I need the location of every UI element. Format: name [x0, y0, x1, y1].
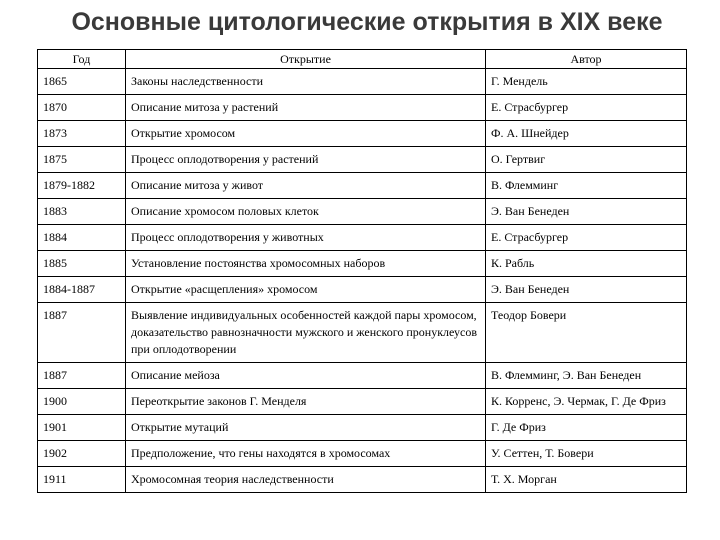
cell-year: 1883 — [38, 199, 126, 225]
cell-discovery: Описание митоза у живот — [126, 173, 486, 199]
table-row — [38, 415, 687, 441]
cell-author: В. Флемминг, Э. Ван Бенеден — [486, 363, 687, 389]
cell-discovery: Хромосомная теория наследственности — [126, 467, 486, 493]
header-author: Автор — [486, 50, 687, 69]
cell-year: 1887 — [38, 303, 126, 363]
cell-author: В. Флемминг — [486, 173, 687, 199]
cell-author: У. Сеттен, Т. Бовери — [486, 441, 687, 467]
table-row — [38, 147, 687, 173]
cell-discovery: Переоткрытие законов Г. Менделя — [126, 389, 486, 415]
cell-author: К. Рабль — [486, 251, 687, 277]
cell-discovery: Описание митоза у растений — [126, 95, 486, 121]
page-title: Основные цитологические открытия в XIX веке — [71, 8, 663, 36]
cell-author: Ф. А. Шнейдер — [486, 121, 687, 147]
cell-discovery: Открытие хромосом — [126, 121, 486, 147]
table-row — [38, 467, 687, 493]
cell-year: 1911 — [38, 467, 126, 493]
cell-year: 1865 — [38, 69, 126, 95]
table-row — [38, 121, 687, 147]
table-row — [38, 95, 687, 121]
cell-discovery: Описание хромосом половых клеток — [126, 199, 486, 225]
cell-discovery: Открытие мутаций — [126, 415, 486, 441]
cell-author: Г. Мендель — [486, 69, 687, 95]
cell-discovery: Описание мейоза — [126, 363, 486, 389]
cell-discovery: Установление постоянства хромосомных наборов — [126, 251, 486, 277]
cell-year: 1879-1882 — [38, 173, 126, 199]
cell-year: 1884-1887 — [38, 277, 126, 303]
cell-discovery: Предположение, что гены находятся в хромосомах — [126, 441, 486, 467]
table-row — [38, 389, 687, 415]
table-row — [38, 277, 687, 303]
cell-discovery: Процесс оплодотворения у растений — [126, 147, 486, 173]
table-row — [38, 363, 687, 389]
table-header-row — [38, 50, 687, 69]
cell-author: Г. Де Фриз — [486, 415, 687, 441]
cell-discovery: Выявление индивидуальных особенностей каждой пары хромосом, доказательство равнозначности мужского и женского пронуклеусов при оплодотворении — [126, 303, 486, 363]
header-year: Год — [38, 50, 126, 69]
table-row — [38, 441, 687, 467]
cell-author: К. Корренс, Э. Чермак, Г. Де Фриз — [486, 389, 687, 415]
cell-author: Э. Ван Бенеден — [486, 199, 687, 225]
discoveries-table — [37, 49, 687, 493]
cell-discovery: Открытие «расщепления» хромосом — [126, 277, 486, 303]
cell-year: 1875 — [38, 147, 126, 173]
table-row — [38, 173, 687, 199]
cell-year: 1885 — [38, 251, 126, 277]
cell-author: Э. Ван Бенеден — [486, 277, 687, 303]
table-row — [38, 199, 687, 225]
table-row — [38, 303, 687, 363]
cell-author: О. Гертвиг — [486, 147, 687, 173]
cell-author: Теодор Бовери — [486, 303, 687, 363]
cell-author: Е. Страсбургер — [486, 95, 687, 121]
cell-author: Т. Х. Морган — [486, 467, 687, 493]
cell-discovery: Законы наследственности — [126, 69, 486, 95]
cell-year: 1902 — [38, 441, 126, 467]
cell-year: 1873 — [38, 121, 126, 147]
cell-year: 1884 — [38, 225, 126, 251]
table-row — [38, 251, 687, 277]
cell-year: 1900 — [38, 389, 126, 415]
cell-year: 1870 — [38, 95, 126, 121]
cell-year: 1901 — [38, 415, 126, 441]
table-row — [38, 225, 687, 251]
cell-author: Е. Страсбургер — [486, 225, 687, 251]
table-row — [38, 69, 687, 95]
header-discovery: Открытие — [126, 50, 486, 69]
cell-year: 1887 — [38, 363, 126, 389]
cell-discovery: Процесс оплодотворения у животных — [126, 225, 486, 251]
